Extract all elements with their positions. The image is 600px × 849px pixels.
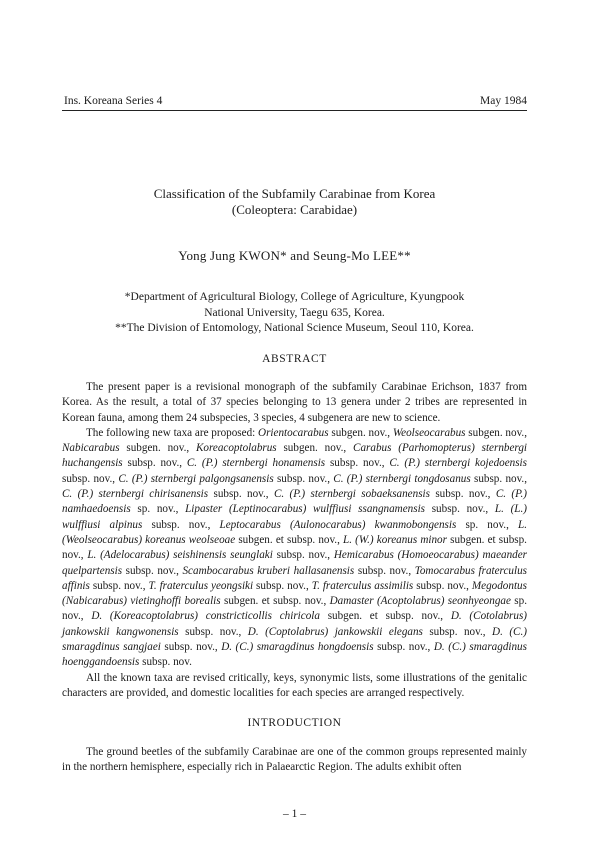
- abstract-paragraph-1: The present paper is a revisional monograph of the subfamily Carabinae Erichson, 1837 from Korea. As the result, a total of 37 species belonging to 13 genera under 2 tribes are represented in Korean fauna, among them 24 subspecies, 3 species, 4 subgenera are new to science.: [62, 381, 527, 424]
- taxon-name: D. (Coptolabrus) jankowskii elegans: [247, 625, 423, 638]
- taxon-name: Orientocarabus: [258, 426, 329, 439]
- taxon-name: T. fraterculus yeongsiki: [148, 579, 254, 592]
- taxon-name: C. (P.) sternbergi palgongsanensis: [118, 472, 274, 485]
- rank-note: subsp. nov.,: [142, 518, 220, 531]
- taxon-name: C. (P.) sternbergi chirisanensis: [62, 488, 209, 501]
- rank-note: subsp. nov.,: [89, 579, 149, 592]
- taxon-name: T. fraterculus assimilis: [311, 579, 414, 592]
- taxon-name: Hemicarabus (Homoeocarabus) maeander quelpartensis: [62, 549, 528, 577]
- rank-note: subgen. et subsp. nov.,: [220, 595, 330, 608]
- abstract-paragraph-2: [62, 426, 527, 671]
- title-line-1: Classification of the Subfamily Carabinae from Korea: [153, 186, 436, 201]
- taxon-name: D. (C.) smaragdinus hongdoensis: [221, 641, 374, 654]
- new-taxa-intro: The following new taxa are proposed:: [86, 426, 259, 439]
- introduction-paragraph-1: The ground beetles of the subfamily Carabinae are one of the common groups represented mainly in the northern hemisphere, especially rich in Palaearctic Region. The adults exhibit often: [62, 746, 527, 774]
- rank-note: subsp. nov.,: [429, 488, 496, 501]
- rank-note: subgen. nov.,: [276, 442, 354, 455]
- rank-note: subsp. nov.,: [354, 564, 415, 577]
- paper-title: [62, 186, 527, 218]
- rank-note: subsp. nov.: [139, 656, 192, 669]
- rank-note: subsp. nov.,: [253, 579, 312, 592]
- taxon-name: Megodontus (Nabicarabus) vietinghoffi borealis: [62, 579, 527, 608]
- introduction-heading: INTRODUCTION: [247, 717, 342, 729]
- taxon-name: L. (W.) koreanus minor: [343, 533, 447, 546]
- rank-note: subgen. et subsp. nov.,: [235, 533, 344, 546]
- rank-note: subsp. nov.,: [208, 488, 274, 501]
- rank-note: subsp. nov.,: [62, 472, 119, 485]
- taxon-name: D. (Koreacoptolabrus) constricticollis chiricola: [91, 610, 320, 623]
- title-line-2: (Coleoptera: Carabidae): [231, 202, 358, 217]
- affiliation-line-3: **The Division of Entomology, National Science Museum, Seoul 110, Korea.: [115, 322, 474, 334]
- taxon-name: C. (P.) sternbergi kojedoensis: [389, 457, 527, 470]
- abstract-body: [62, 380, 527, 701]
- rank-note: sp. nov.,: [62, 595, 527, 623]
- taxon-name: Scambocarabus kruberi hallasanensis: [182, 564, 355, 577]
- affiliation-line-2: National University, Taegu 635, Korea.: [204, 306, 385, 319]
- taxon-name: Carabus (Parhomopterus) sternbergi huchangensis: [62, 442, 527, 470]
- rank-note: subsp. nov.,: [122, 457, 187, 470]
- taxon-name: Weolseocarabus: [392, 426, 466, 439]
- rank-note: subsp. nov.,: [325, 457, 390, 470]
- taxon-name: Leptocarabus (Aulonocarabus) kwanmobongensis: [219, 518, 457, 531]
- abstract-paragraph-3: All the known taxa are revised critically, keys, synonymic lists, some illustrations of the genitalic characters are provided, and domestic localities for each species are arranged respectively.: [62, 671, 527, 699]
- rank-note: subsp. nov.,: [373, 641, 434, 654]
- rank-note: subsp. nov.,: [413, 579, 472, 592]
- taxon-name: Tomocarabus fraterculus affinis: [62, 564, 527, 592]
- introduction-body: [62, 745, 527, 776]
- taxon-name: Lipaster (Leptinocarabus) wulffiusi ssangnamensis: [185, 503, 425, 516]
- taxon-name: Koreacoptolabrus: [195, 442, 277, 455]
- taxon-name: D. (C.) smaragdinus hoenggandoensis: [62, 641, 527, 669]
- issue-date: May 1984: [480, 95, 527, 107]
- taxon-name: D. (Cotolabrus) jankowskii kangwonensis: [62, 610, 527, 638]
- taxon-name: D. (C.) smaragdinus sangjaei: [62, 625, 527, 654]
- affiliation-line-1: *Department of Agricultural Biology, College of Agriculture, Kyungpook: [124, 291, 465, 303]
- taxon-name: C. (P.) sternbergi tongdosanus: [333, 472, 471, 485]
- rank-note: subgen. nov.,: [465, 426, 527, 439]
- rank-note: subgen. nov.,: [328, 426, 393, 439]
- rank-note: subsp. nov.,: [178, 625, 248, 638]
- rank-note: subgen. et subsp. nov.,: [319, 610, 451, 623]
- rank-note: subsp. nov.,: [122, 564, 183, 577]
- taxon-name: C. (P.) sternbergi honamensis: [186, 457, 326, 470]
- abstract-heading: ABSTRACT: [262, 353, 327, 365]
- rank-note: subgen. nov.,: [119, 442, 196, 455]
- series-label: Ins. Koreana Series 4: [64, 95, 163, 107]
- taxon-name: L. (Adelocarabus) seishinensis seunglaki: [87, 549, 273, 562]
- taxon-name: Damaster (Acoptolabrus) seonhyeongae: [329, 595, 511, 608]
- rank-note: subsp. nov.,: [470, 472, 528, 485]
- taxon-name: L. (Weolseocarabus) koreanus weolseoae: [62, 518, 527, 546]
- page-number: – 1 –: [283, 808, 306, 820]
- rank-note: subsp. nov.,: [272, 549, 334, 562]
- taxon-name: C. (P.) namhaedoensis: [62, 488, 527, 516]
- taxon-name: Nabicarabus: [62, 442, 120, 455]
- rank-note: subsp. nov.,: [422, 625, 493, 638]
- rank-note: sp. nov.,: [130, 503, 186, 516]
- affiliations: [62, 290, 527, 337]
- taxon-name: C. (P.) sternbergi sobaeksanensis: [273, 488, 430, 501]
- author-list: Yong Jung KWON* and Seung-Mo LEE**: [178, 248, 411, 263]
- taxon-name: L. (L.) wulffiusi alpinus: [62, 503, 527, 531]
- running-head: [62, 94, 527, 111]
- rank-note: subsp. nov.,: [160, 641, 222, 654]
- rank-note: subgen. et subsp. nov.,: [62, 533, 527, 562]
- rank-note: subsp. nov.,: [273, 472, 334, 485]
- rank-note: sp. nov.,: [456, 518, 519, 531]
- rank-note: subsp. nov.,: [425, 503, 495, 516]
